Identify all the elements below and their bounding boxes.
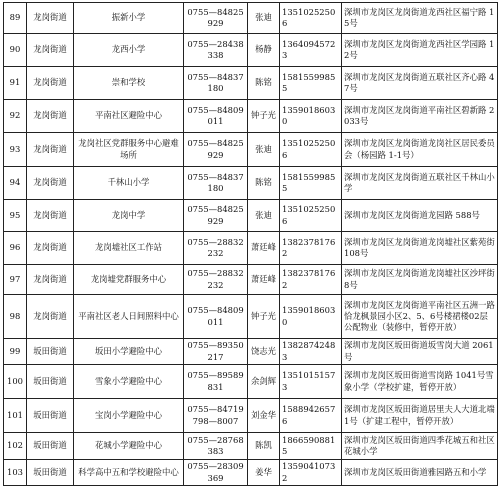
cell-address: 深圳市龙岗区龙岗街道龙西社区福宁路 15号: [342, 3, 498, 34]
cell-street: 坂田街道: [27, 365, 74, 399]
cell-street: 龙岗街道: [27, 100, 74, 133]
cell-contact: 饶志光: [248, 339, 280, 365]
cell-mobile: 13828742483: [280, 339, 342, 365]
table-row: [4, 433, 498, 460]
cell-number: 103: [4, 460, 27, 486]
table-row: [4, 67, 498, 100]
cell-address: 深圳市龙岗区坂田街道雪岗路 1041号雪象小学（学校扩建，暂停开放）: [342, 365, 498, 399]
cell-phone: 0755—28832232: [184, 265, 248, 295]
table-row: [4, 3, 498, 34]
table-body: [4, 3, 498, 486]
cell-site-name: 雪象小学避险中心: [74, 365, 184, 399]
cell-number: 91: [4, 67, 27, 100]
cell-street: 龙岗街道: [27, 133, 74, 167]
cell-phone: 0755—84825929: [184, 3, 248, 34]
cell-number: 100: [4, 365, 27, 399]
cell-mobile: 13590186030: [280, 100, 342, 133]
cell-site-name: 宝岗小学避险中心: [74, 399, 184, 433]
cell-mobile: 13510151573: [280, 365, 342, 399]
cell-address: 深圳市龙岗区龙岗街道五联社区齐心路 47号: [342, 67, 498, 100]
cell-mobile: 13823781762: [280, 232, 342, 265]
cell-address: 深圳市龙岗区龙岗街道平南社区五洲一路恰龙枫景园小区2、5、6号楼裙楼02层公配物业（装修中，暂停开放）: [342, 295, 498, 339]
cell-address: 深圳市龙岗区龙岗街道龙园路 588号: [342, 200, 498, 232]
cell-site-name: 崇和学校: [74, 67, 184, 100]
cell-address: 深圳市龙岗区坂田街道四季花城五和社区花城小学: [342, 433, 498, 460]
table-row: [4, 460, 498, 486]
cell-phone: 0755—28309369: [184, 460, 248, 486]
cell-site-name: 花城小学避险中心: [74, 433, 184, 460]
cell-site-name: 龙岗墟社区工作站: [74, 232, 184, 265]
cell-phone: 0755—84825929: [184, 133, 248, 167]
cell-site-name: 振新小学: [74, 3, 184, 34]
cell-number: 102: [4, 433, 27, 460]
cell-street: 龙岗街道: [27, 34, 74, 67]
cell-number: 93: [4, 133, 27, 167]
table-row: [4, 295, 498, 339]
cell-number: 89: [4, 3, 27, 34]
cell-site-name: 平南社区避险中心: [74, 100, 184, 133]
cell-number: 92: [4, 100, 27, 133]
cell-number: 95: [4, 200, 27, 232]
cell-contact: 张迪: [248, 200, 280, 232]
cell-contact: 萧廷峰: [248, 265, 280, 295]
cell-street: 龙岗街道: [27, 3, 74, 34]
table-row: [4, 265, 498, 295]
cell-contact: 陈凯: [248, 433, 280, 460]
cell-address: 深圳市龙岗区龙岗街道五联社区千林山小学: [342, 167, 498, 200]
cell-site-name: 龙岗墟党群服务中心: [74, 265, 184, 295]
table-row: [4, 365, 498, 399]
cell-phone: 0755—84809011: [184, 100, 248, 133]
cell-street: 龙岗街道: [27, 200, 74, 232]
cell-address: 深圳市龙岗区龙岗街道龙岗社区居民委员会（杨园路 1-1号）: [342, 133, 498, 167]
cell-phone: 0755—28832232: [184, 232, 248, 265]
cell-phone: 0755—89589831: [184, 365, 248, 399]
cell-number: 90: [4, 34, 27, 67]
cell-street: 龙岗街道: [27, 295, 74, 339]
cell-site-name: 科学高中五和学校避险中心: [74, 460, 184, 486]
table-row: [4, 133, 498, 167]
cell-contact: 萧廷峰: [248, 232, 280, 265]
cell-mobile: 13510252506: [280, 133, 342, 167]
cell-contact: 刘金华: [248, 399, 280, 433]
cell-mobile: 13590186030: [280, 295, 342, 339]
cell-street: 坂田街道: [27, 399, 74, 433]
cell-address: 深圳市龙岗区坂田街道居里夫人大道北端 1号（扩建工程中，暂停开放）: [342, 399, 498, 433]
cell-address: 深圳市龙岗区龙岗街道龙岗墟社区紫苑街 108号: [342, 232, 498, 265]
cell-address: 深圳市龙岗区坂田街道雅园路五和小学: [342, 460, 498, 486]
cell-mobile: 18665908815: [280, 433, 342, 460]
cell-contact: 姜华: [248, 460, 280, 486]
cell-contact: 陈铭: [248, 67, 280, 100]
cell-contact: 张迪: [248, 3, 280, 34]
cell-mobile: 13510252506: [280, 3, 342, 34]
cell-phone: 0755—84837180: [184, 167, 248, 200]
cell-street: 龙岗街道: [27, 67, 74, 100]
cell-number: 99: [4, 339, 27, 365]
cell-site-name: 坂田小学避险中心: [74, 339, 184, 365]
cell-site-name: 平南社区老人日间照料中心: [74, 295, 184, 339]
cell-number: 101: [4, 399, 27, 433]
table-row: [4, 34, 498, 67]
table-row: [4, 232, 498, 265]
cell-phone: 0755—84809011: [184, 295, 248, 339]
cell-address: 深圳市龙岗区坂田街道坂雪岗大道 2061号: [342, 339, 498, 365]
cell-phone: 0755—28438338: [184, 34, 248, 67]
cell-address: 深圳市龙岗区龙岗街道平南社区碧新路 2033号: [342, 100, 498, 133]
cell-mobile: 13823781762: [280, 265, 342, 295]
cell-mobile: 13590410732: [280, 460, 342, 486]
table-row: [4, 399, 498, 433]
cell-contact: 钟子光: [248, 295, 280, 339]
cell-contact: 张迪: [248, 133, 280, 167]
cell-street: 坂田街道: [27, 339, 74, 365]
cell-street: 坂田街道: [27, 433, 74, 460]
cell-site-name: 千林山小学: [74, 167, 184, 200]
cell-phone: 0755—84719798—8007: [184, 399, 248, 433]
cell-street: 龙岗街道: [27, 265, 74, 295]
cell-site-name: 龙岗中学: [74, 200, 184, 232]
cell-address: 深圳市龙岗区龙岗街道龙西社区学园路 12号: [342, 34, 498, 67]
cell-number: 96: [4, 232, 27, 265]
cell-number: 98: [4, 295, 27, 339]
cell-site-name: 龙岗社区党群服务中心避难场所: [74, 133, 184, 167]
cell-mobile: 13640945723: [280, 34, 342, 67]
table-row: [4, 339, 498, 365]
table-row: [4, 200, 498, 232]
cell-phone: 0755—84825929: [184, 200, 248, 232]
cell-site-name: 龙西小学: [74, 34, 184, 67]
cell-number: 97: [4, 265, 27, 295]
cell-mobile: 13510252506: [280, 200, 342, 232]
cell-mobile: 15889426576: [280, 399, 342, 433]
cell-contact: 杨静: [248, 34, 280, 67]
shelter-table: [3, 2, 498, 486]
cell-address: 深圳市龙岗区龙岗街道龙岗墟社区沙坪街 8号: [342, 265, 498, 295]
cell-street: 龙岗街道: [27, 232, 74, 265]
cell-phone: 0755—84837180: [184, 67, 248, 100]
table-row: [4, 167, 498, 200]
cell-phone: 0755—28768383: [184, 433, 248, 460]
cell-number: 94: [4, 167, 27, 200]
cell-street: 龙岗街道: [27, 167, 74, 200]
table-row: [4, 100, 498, 133]
cell-mobile: 15815599855: [280, 167, 342, 200]
cell-contact: 余剑辉: [248, 365, 280, 399]
cell-contact: 陈铭: [248, 167, 280, 200]
cell-phone: 0755—89350217: [184, 339, 248, 365]
cell-contact: 钟子光: [248, 100, 280, 133]
cell-street: 坂田街道: [27, 460, 74, 486]
cell-mobile: 15815599855: [280, 67, 342, 100]
